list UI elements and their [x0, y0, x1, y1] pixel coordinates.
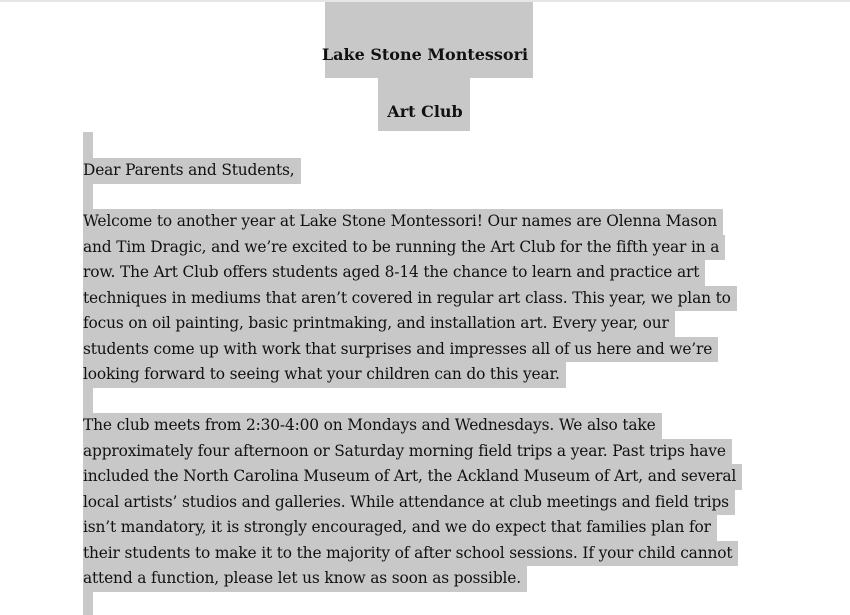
salutation: Dear Parents and Students,: [83, 158, 301, 184]
paragraph-line: looking forward to seeing what your children can do this year.: [83, 362, 566, 388]
paragraph-line: techniques in mediums that aren’t covered in regular art class. This year, we plan to: [83, 286, 737, 312]
paragraph-1: [83, 209, 783, 388]
document-subtitle: Art Club: [387, 102, 463, 121]
blank-line: [83, 592, 93, 615]
paragraph-line: local artists’ studios and galleries. While attendance at club meetings and field trips: [83, 490, 735, 516]
title-selection-highlight: [325, 2, 533, 78]
paragraph-line: included the North Carolina Museum of Art, the Ackland Museum of Art, and several: [83, 464, 742, 490]
paragraph-line: Welcome to another year at Lake Stone Montessori! Our names are Olenna Mason: [83, 209, 723, 235]
paragraph-line: isn’t mandatory, it is strongly encouraged, and we do expect that families plan for: [83, 515, 717, 541]
document-title: Lake Stone Montessori: [321, 45, 529, 64]
blank-line: [83, 388, 93, 414]
paragraph-line: attend a function, please let us know as soon as possible.: [83, 566, 527, 592]
paragraph-line: and Tim Dragic, and we’re excited to be running the Art Club for the fifth year in a: [83, 235, 725, 261]
blank-line: [83, 132, 93, 158]
paragraph-line: focus on oil painting, basic printmaking, and installation art. Every year, our: [83, 311, 675, 337]
paragraph-line: row. The Art Club offers students aged 8-14 the chance to learn and practice art: [83, 260, 705, 286]
paragraph-2: [83, 413, 783, 592]
paragraph-line: The club meets from 2:30-4:00 on Mondays and Wednesdays. We also take: [83, 413, 662, 439]
paragraph-line: students come up with work that surprises and impresses all of us here and we’re: [83, 337, 718, 363]
paragraph-line: their students to make it to the majority of after school sessions. If your child cannot: [83, 541, 738, 567]
paragraph-line: approximately four afternoon or Saturday morning field trips a year. Past trips have: [83, 439, 732, 465]
letter-body[interactable]: [83, 132, 783, 615]
blank-line: [83, 184, 93, 210]
